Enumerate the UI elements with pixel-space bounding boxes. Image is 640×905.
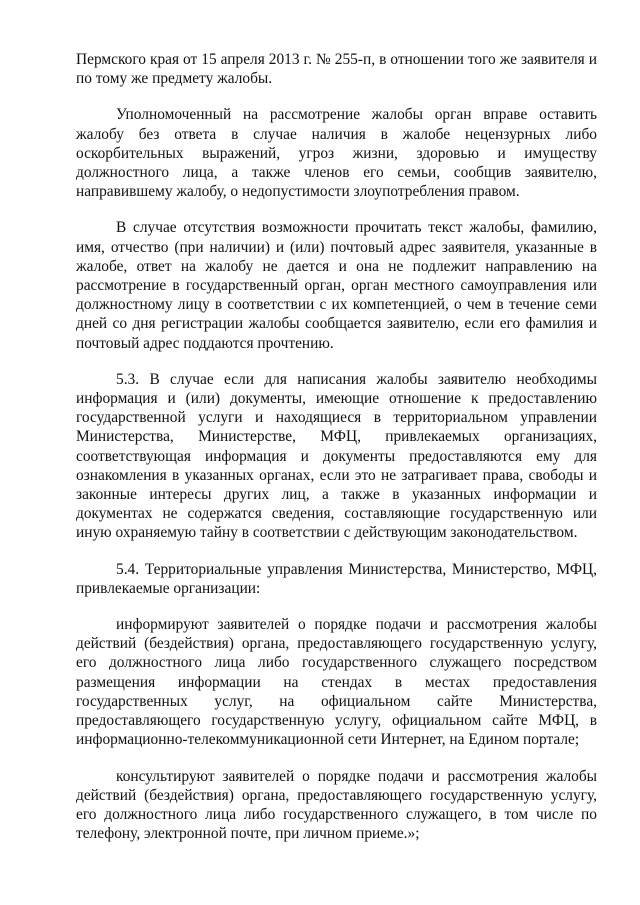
paragraph-continuation: Пермского края от 15 апреля 2013 г. № 255-п, в отношении того же заявителя и по тому же предмету жалобы. xyxy=(76,51,597,88)
paragraph-inform: информируют заявителей о порядке подачи и рассмотрения жалобы действий (бездействия) органа, предоставляющего государственную услугу, его должностного лица либо государственного служащего посредством размещения информации на стендах в местах предоставления государственных услуг, на официальном сайте Министерства, предоставляющего государственную услугу, официальном сайте МФЦ, в информационно-телекоммуникационной сети Интернет, на Едином портале; xyxy=(76,616,597,749)
paragraph-refusal-obscene: Уполномоченный на рассмотрение жалобы орган вправе оставить жалобу без ответа в случае наличия в жалобе нецензурных либо оскорбительных выражений, угроз жизни, здоровью и имуществу должностного лица, а также членов его семьи, сообщив заявителю, направившему жалобу, о недопустимости злоупотребления правом. xyxy=(76,106,597,201)
paragraph-5-4: 5.4. Территориальные управления Министерства, Министерство, МФЦ, привлекаемые организации: xyxy=(76,560,597,597)
paragraph-unreadable-complaint: В случае отсутствия возможности прочитать текст жалобы, фамилию, имя, отчество (при наличии) и (или) почтовый адрес заявителя, указанные в жалобе, ответ на жалобу не дается и она не подлежит направлению на рассмотрение в государственный орган, орган местного самоуправления или должностному лицу в соответствии с их компетенцией, о чем в течение семи дней со дня регистрации жалобы сообщается заявителю, если его фамилия и почтовый адрес поддаются прочтению. xyxy=(76,219,597,352)
paragraph-5-3: 5.3. В случае если для написания жалобы заявителю необходимы информация и (или) документы, имеющие отношение к предоставлению государственной услуги и находящиеся в территориальном управлении Министерства, Министерстве, МФЦ, привлекаемых организациях, соответствующая информация и документы предоставляются ему для ознакомления в указанных органах, если это не затрагивает права, свободы и законные интересы других лиц, а также в указанных информации и документах не содержатся сведения, составляющие государственную или иную охраняемую тайну в соответствии с действующим законодательством. xyxy=(76,370,597,542)
paragraph-consult: консультируют заявителей о порядке подачи и рассмотрения жалобы действий (бездействия) органа, предоставляющего государственную услугу, его должностного лица либо государственного служащего, в том числе по телефону, электронной почте, при личном приеме.»; xyxy=(76,767,597,843)
document-body xyxy=(76,50,597,843)
